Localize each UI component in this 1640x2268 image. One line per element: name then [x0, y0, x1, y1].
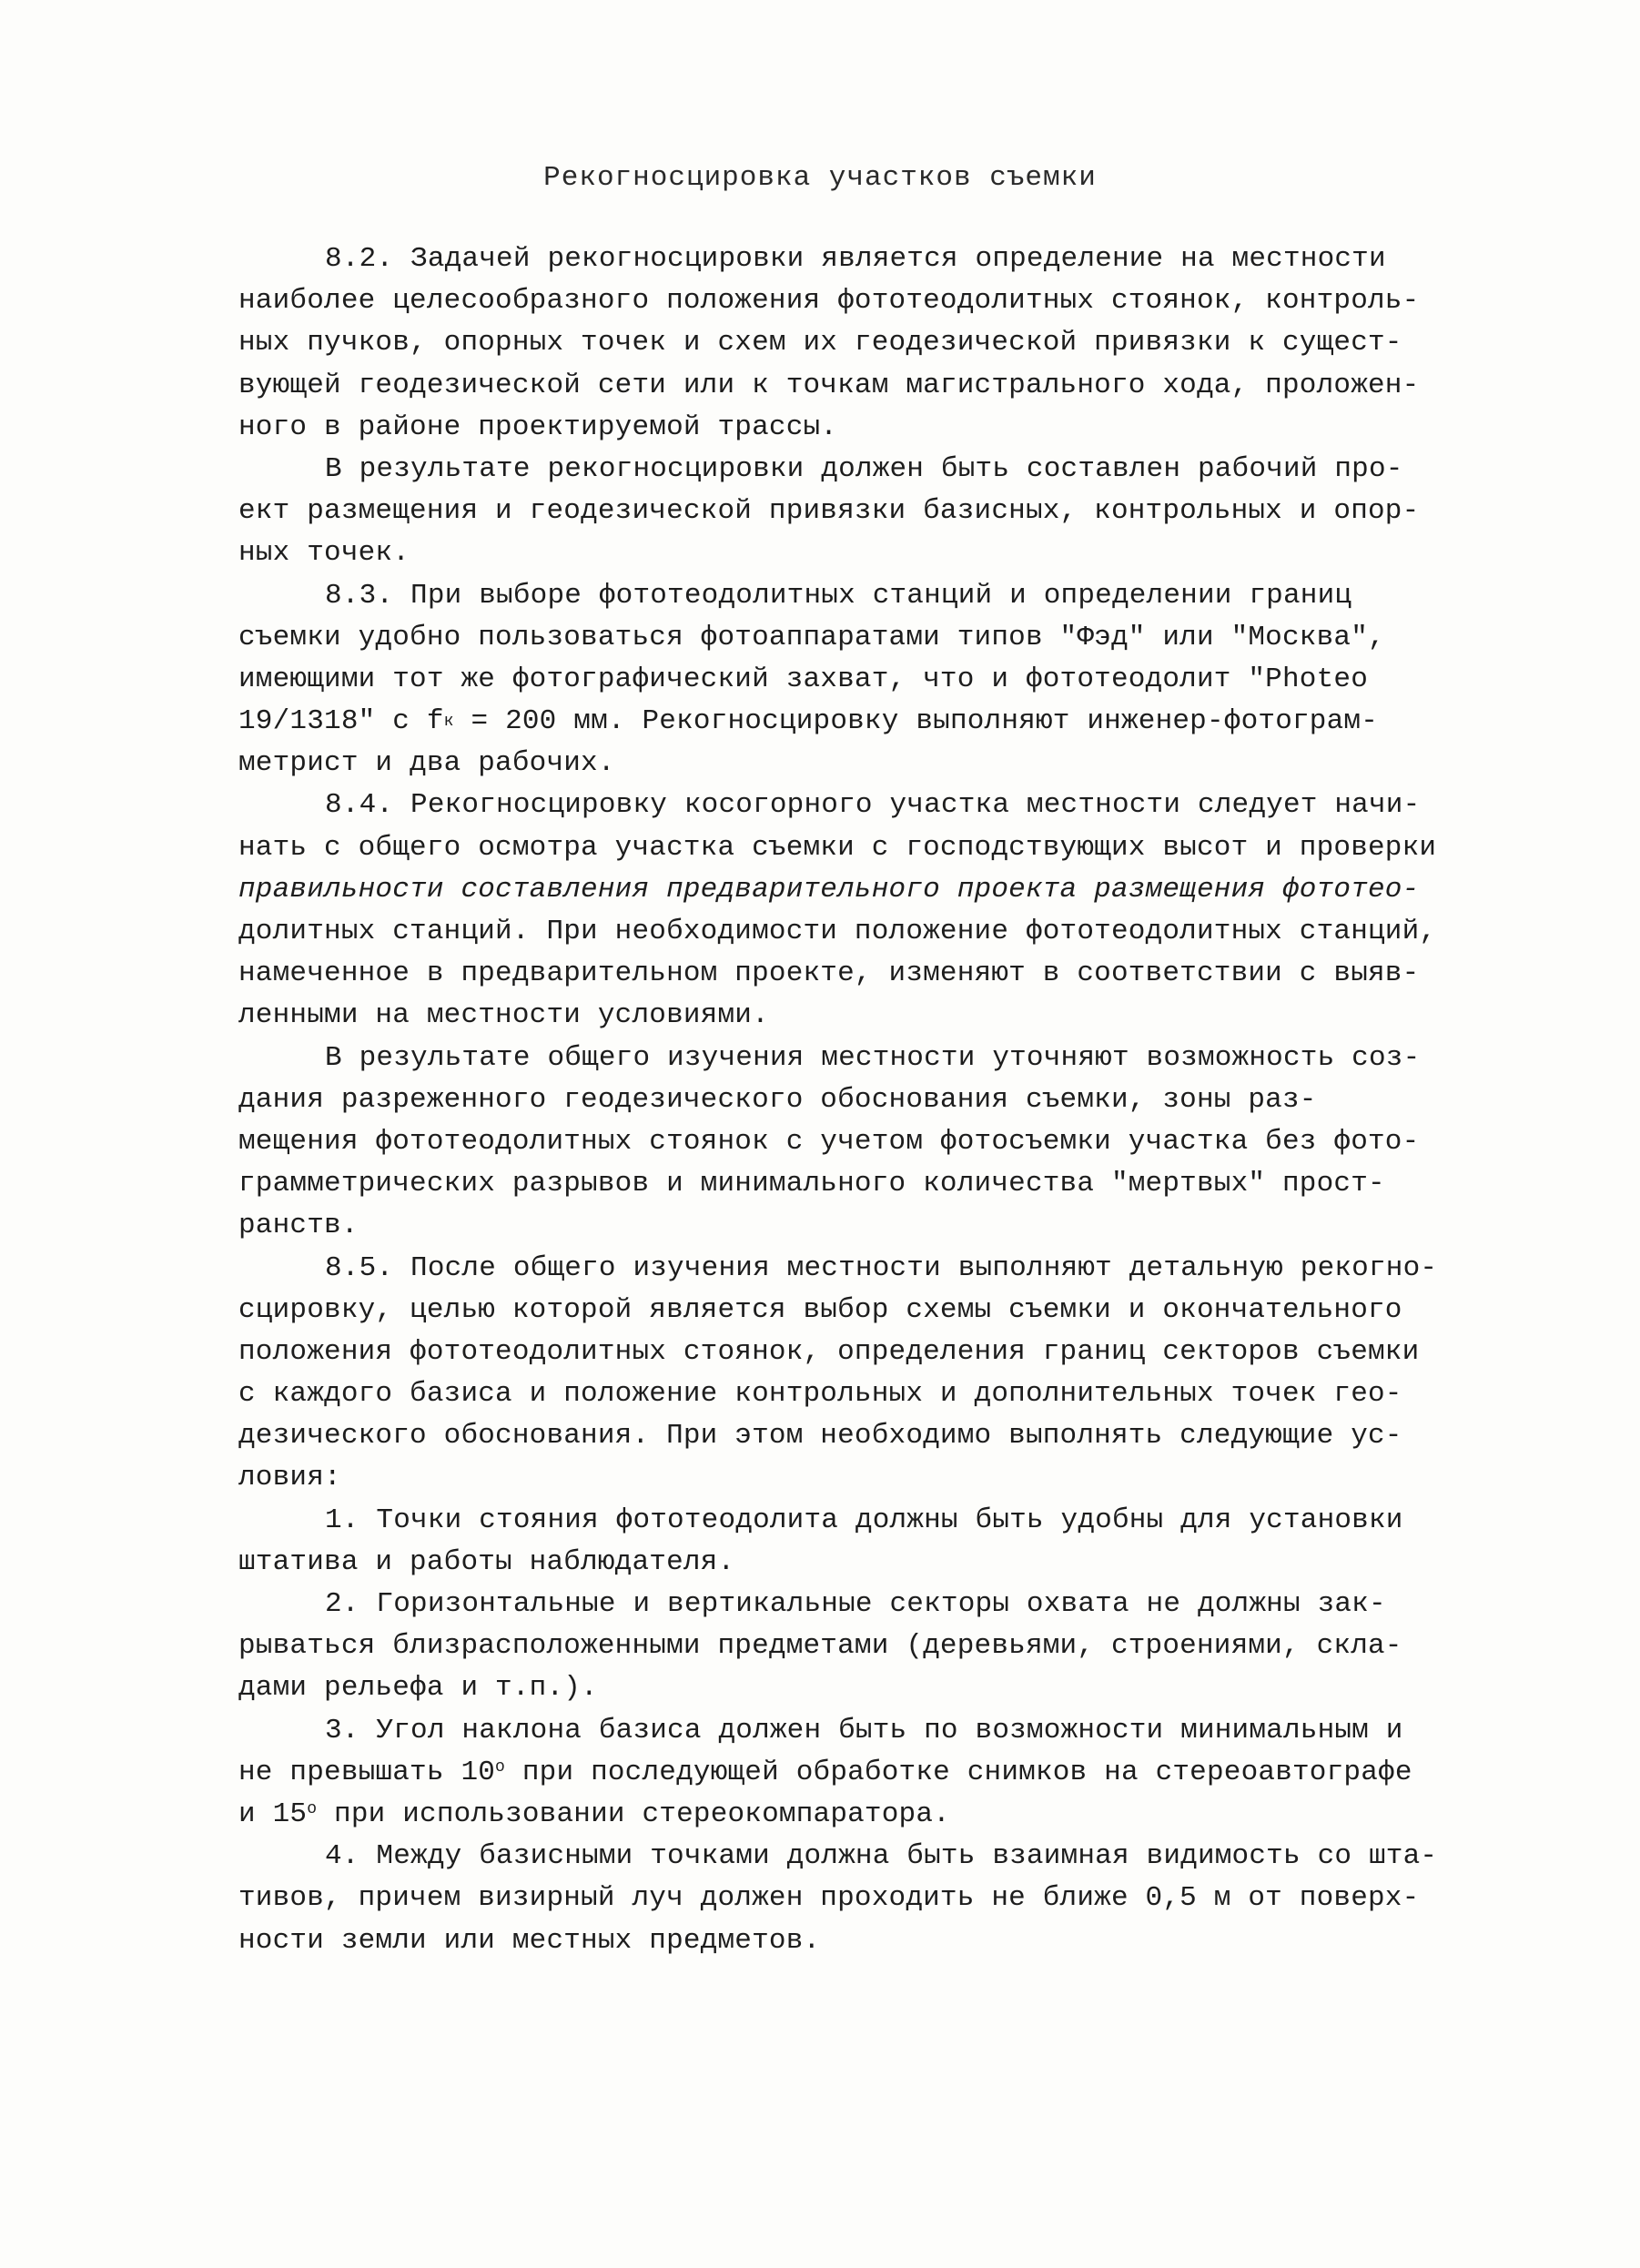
text-fragment: = 200 мм. Рекогносцировку выполняют инженер-фотограм-: [453, 705, 1379, 738]
body-text: [238, 238, 1494, 1962]
page-title: Рекогносцировка участков съемки: [543, 162, 1097, 194]
text-line: ловия:: [238, 1462, 341, 1494]
text-line: рываться близрасположенными предметами (деревьями, строениями, скла-: [238, 1630, 1402, 1663]
text-line: съемки удобно пользоваться фотоаппаратами типов "Фэд" или "Москва",: [238, 621, 1385, 653]
text-line: ленными на местности условиями.: [238, 999, 769, 1032]
text-line: нать с общего осмотра участка съемки с господствующих высот и проверки: [238, 831, 1437, 864]
text-line: правильности составления предварительного проекта размещения фототео-: [238, 873, 1420, 906]
text-line: 8.4. Рекогносцировку косогорного участка местности следует начи-: [325, 789, 1421, 822]
text-line: мещения фототеодолитных стоянок с учетом фотосъемки участка без фото-: [238, 1125, 1420, 1158]
text-line: дания разреженного геодезического обоснования съемки, зоны раз-: [238, 1083, 1317, 1116]
text-line: В результате рекогносцировки должен быть составлен рабочий про-: [325, 452, 1403, 485]
text-line: вующей геодезической сети или к точкам магистрального хода, проложен-: [238, 369, 1420, 401]
text-line: 3. Угол наклона базиса должен быть по возможности минимальным и: [325, 1714, 1403, 1747]
text-line: [238, 1752, 1494, 1794]
text-fragment: и 15: [238, 1797, 308, 1830]
text-line: с каждого базиса и положение контрольных и дополнительных точек гео-: [238, 1378, 1402, 1411]
text-line: дезического обоснования. При этом необходимо выполнять следующие ус-: [238, 1420, 1402, 1453]
text-line: дами рельефа и т.п.).: [238, 1672, 598, 1705]
text-line: положения фототеодолитных стоянок, определения границ секторов съемки: [238, 1335, 1420, 1368]
text-line: грамметрических разрывов и минимального количества "мертвых" прост-: [238, 1168, 1385, 1200]
text-fragment: 19/1318" с f: [238, 705, 444, 738]
text-line: сцировку, целью которой является выбор схемы съемки и окончательного: [238, 1293, 1402, 1326]
text-line: ранств.: [238, 1210, 359, 1242]
text-line: намеченное в предварительном проекте, изменяют в соответствии с выяв-: [238, 957, 1420, 990]
superscript: о: [307, 1799, 318, 1818]
text-line: ных точек.: [238, 537, 410, 570]
text-line: имеющими тот же фотографический захват, что и фототеодолит "Photeo: [238, 663, 1368, 695]
text-fragment: не превышать 10: [238, 1756, 496, 1788]
text-line: 8.5. После общего изучения местности выполняют детальную рекогно-: [325, 1251, 1438, 1284]
text-line: В результате общего изучения местности уточняют возможность соз-: [325, 1041, 1421, 1074]
text-line: наиболее целесообразного положения фототеодолитных стоянок, контроль-: [238, 285, 1420, 318]
text-line: 1. Точки стояния фототеодолита должны быть удобны для установки: [325, 1504, 1403, 1536]
text-line: [238, 1794, 1494, 1836]
superscript: о: [495, 1757, 506, 1777]
text-line: тивов, причем визирный луч должен проходить не ближе 0,5 м от поверх-: [238, 1882, 1420, 1915]
text-line: 2. Горизонтальные и вертикальные секторы охвата не должны зак-: [325, 1588, 1386, 1620]
text-line: [238, 701, 1494, 743]
text-line: 8.2. Задачей рекогносцировки является определение на местности: [325, 243, 1386, 275]
text-line: ности земли или местных предметов.: [238, 1924, 821, 1957]
text-line: 8.3. При выборе фототеодолитных станций и определении границ: [325, 579, 1352, 612]
text-line: штатива и работы наблюдателя.: [238, 1545, 735, 1578]
text-line: долитных станций. При необходимости положение фототеодолитных станций,: [238, 916, 1437, 947]
text-line: ект размещения и геодезической привязки базисных, контрольных и опор-: [238, 495, 1420, 528]
text-line: ного в районе проектируемой трассы.: [238, 410, 838, 443]
text-line: метрист и два рабочих.: [238, 747, 615, 780]
text-line: 4. Между базисными точками должна быть взаимная видимость со шта-: [325, 1840, 1438, 1873]
text-line: ных пучков, опорных точек и схем их геодезической привязки к сущест-: [238, 327, 1402, 359]
text-fragment: при последующей обработке снимков на стереоавтографе: [505, 1756, 1412, 1788]
subscript: к: [443, 713, 454, 732]
text-fragment: при использовании стереокомпаратора.: [317, 1797, 950, 1830]
